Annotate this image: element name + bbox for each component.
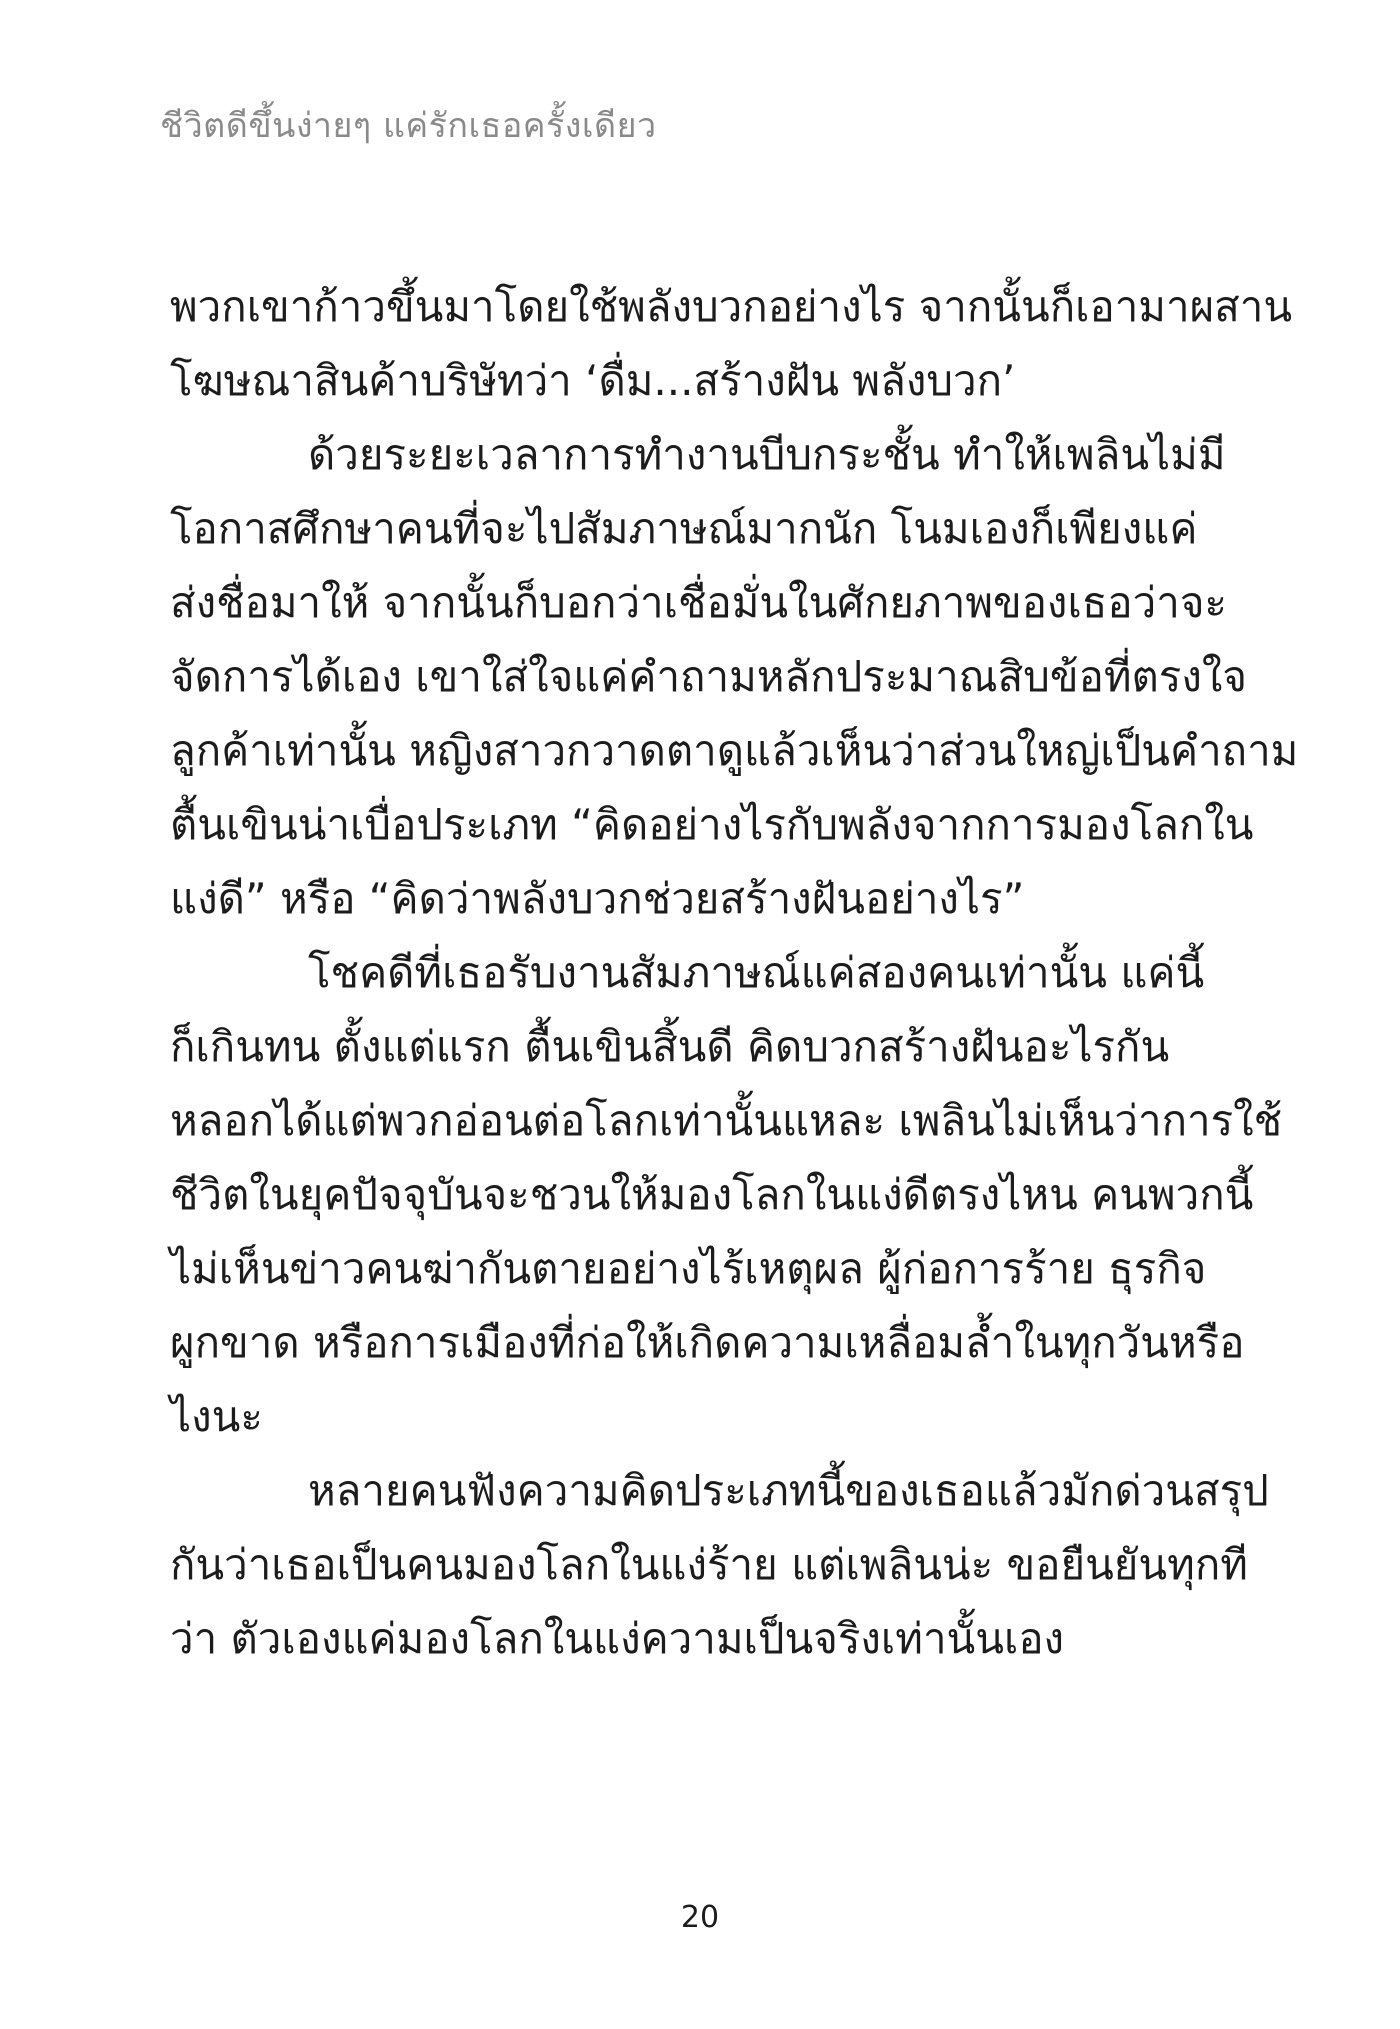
text-line: ลูกค้าเท่านั้น หญิงสาวกวาดตาดูแล้วเห็นว่าส่วนใหญ่เป็นคำถาม — [170, 726, 1299, 775]
text-line: แง่ดี” หรือ “คิดว่าพลังบวกช่วยสร้างฝันอย่างไร” — [170, 874, 1025, 923]
text-line: หลอกได้แต่พวกอ่อนต่อโลกเท่านั้นแหละ เพลินไม่เห็นว่าการใช้ — [170, 1096, 1283, 1145]
text-line: โฆษณาสินค้าบริษัทว่า ‘ดื่ม...สร้างฝัน พลังบวก’ — [170, 356, 1016, 405]
text-line: ชีวิตในยุคปัจจุบันจะชวนให้มองโลกในแง่ดีตรงไหน คนพวกนี้ — [170, 1170, 1254, 1219]
body-text — [170, 270, 1299, 1676]
page-number: 20 — [680, 1900, 720, 1935]
text-line: ไม่เห็นข่าวคนฆ่ากันตายอย่างไร้เหตุผล ผู้ก่อการร้าย ธุรกิจ — [170, 1244, 1207, 1293]
paragraph-first-line: ด้วยระยะเวลาการทำงานบีบกระชั้น ทำให้เพลินไม่มี — [308, 430, 1226, 479]
text-line: ผูกขาด หรือการเมืองที่ก่อให้เกิดความเหลื่อมล้ำในทุกวันหรือ — [170, 1318, 1245, 1367]
text-line: ไงนะ — [170, 1392, 263, 1441]
text-line: กันว่าเธอเป็นคนมองโลกในแง่ร้าย แต่เพลินน่ะ ขอยืนยันทุกที — [170, 1540, 1248, 1589]
text-line: ว่า ตัวเองแค่มองโลกในแง่ความเป็นจริงเท่านั้นเอง — [170, 1614, 1065, 1663]
text-line: ส่งชื่อมาให้ จากนั้นก็บอกว่าเชื่อมั่นในศักยภาพของเธอว่าจะ — [170, 578, 1227, 627]
text-line: ตื้นเขินน่าเบื่อประเภท “คิดอย่างไรกับพลังจากการมองโลกใน — [170, 800, 1254, 849]
text-line: โอกาสศึกษาคนที่จะไปสัมภาษณ์มากนัก โนมเองก็เพียงแค่ — [170, 504, 1198, 553]
text-line: ก็เกินทน ตั้งแต่แรก ตื้นเขินสิ้นดี คิดบวกสร้างฝันอะไรกัน — [170, 1022, 1170, 1071]
text-line: พวกเขาก้าวขึ้นมาโดยใช้พลังบวกอย่างไร จากนั้นก็เอามาผสาน — [170, 282, 1293, 331]
text-line: จัดการได้เอง เขาใส่ใจแค่คำถามหลักประมาณสิบข้อที่ตรงใจ — [170, 652, 1247, 701]
paragraph-first-line: โชคดีที่เธอรับงานสัมภาษณ์แค่สองคนเท่านั้น แค่นี้ — [308, 948, 1205, 997]
running-header-title: ชีวิตดีขึ้นง่ายๆ แค่รักเธอครั้งเดียว — [160, 106, 657, 146]
paragraph-first-line: หลายคนฟังความคิดประเภทนี้ของเธอแล้วมักด่วนสรุป — [308, 1466, 1269, 1515]
